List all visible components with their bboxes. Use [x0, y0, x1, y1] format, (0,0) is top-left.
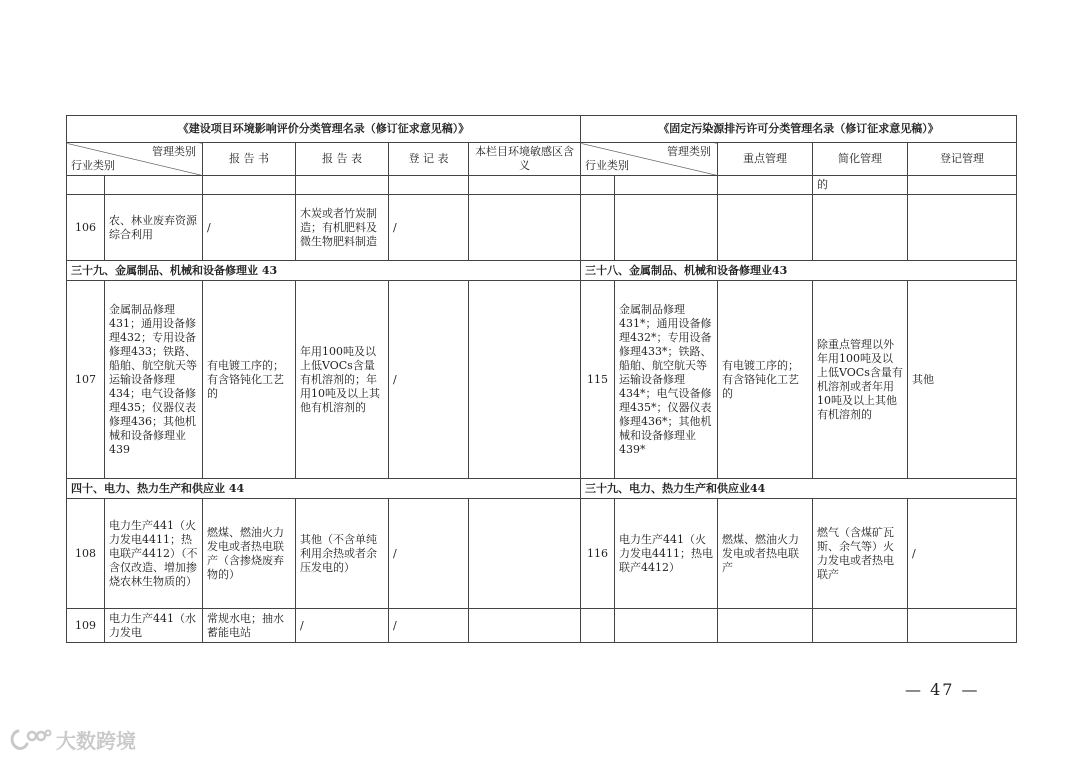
industry-cell: 电力生产441（水力发电: [105, 609, 203, 643]
section-heading-right: 三十九、电力、热力生产和供应业44: [581, 479, 1017, 499]
header-sensitive-area: 本栏目环境敏感区含义: [469, 143, 581, 176]
simplified-management-cell: 除重点管理以外年用100吨及以上低VOCs含量有机溶剂或者年用10吨及以上其他有机溶剂的: [813, 281, 908, 479]
header-key-management: 重点管理: [718, 143, 813, 176]
row-number: 108: [67, 499, 105, 609]
registration-management-cell: /: [908, 499, 1017, 609]
row-number: 115: [581, 281, 615, 479]
watermark-logo-icon: [8, 727, 52, 753]
report-book-cell: 常规水电；抽水蓄能电站: [203, 609, 296, 643]
header-row: [67, 143, 1017, 176]
table-row: [67, 499, 1017, 609]
industry-cell: 农、林业废弃资源综合利用: [105, 195, 203, 261]
watermark-text: 大数跨境: [56, 729, 136, 753]
left-mgmt-category-label: 管理类别: [152, 145, 196, 158]
report-book-cell: /: [203, 195, 296, 261]
registration-management-cell: 其他: [908, 281, 1017, 479]
report-book-cell: 有电镀工序的；有含铬钝化工艺的: [203, 281, 296, 479]
registration-cell: /: [389, 609, 469, 643]
report-form-cell: /: [296, 609, 389, 643]
right-diagonal-header: [581, 143, 718, 176]
row-number: 106: [67, 195, 105, 261]
sensitive-area-cell: [469, 499, 581, 609]
industry-cell: 金属制品修理431*；通用设备修理432*；专用设备修理433*；铁路、船舶、航空航天等运输设备修理434*；电气设备修理435*；仪器仪表修理436*；其他机械和设备修理业439*: [615, 281, 718, 479]
registration-cell: /: [389, 499, 469, 609]
carryover-text: 的: [813, 176, 908, 195]
key-management-cell: 燃煤、燃油火力发电或者热电联产: [718, 499, 813, 609]
report-form-cell: 年用100吨及以上低VOCs含量有机溶剂的；年用10吨及以上其他有机溶剂的: [296, 281, 389, 479]
table-row: [67, 195, 1017, 261]
report-form-cell: 木炭或者竹炭制造；有机肥料及微生物肥料制造: [296, 195, 389, 261]
industry-cell: 电力生产441（火力发电4411；热电联产4412）: [615, 499, 718, 609]
registration-cell: /: [389, 281, 469, 479]
header-registration-management: 登记管理: [908, 143, 1017, 176]
left-diagonal-header: [67, 143, 203, 176]
classification-table: [66, 115, 1017, 643]
sensitive-area-cell: [469, 281, 581, 479]
header-report-book: 报 告 书: [203, 143, 296, 176]
header-registration-form: 登 记 表: [389, 143, 469, 176]
table-row: [67, 176, 1017, 195]
report-form-cell: 其他（不含单纯利用余热或者余压发电的）: [296, 499, 389, 609]
simplified-management-cell: 燃气（含煤矿瓦斯、余气等）火力发电或者热电联产: [813, 499, 908, 609]
watermark: [8, 725, 136, 754]
section-row: [67, 479, 1017, 499]
section-row: [67, 261, 1017, 281]
key-management-cell: 有电镀工序的；有含铬钝化工艺的: [718, 281, 813, 479]
page-number: — 47 —: [905, 680, 980, 699]
industry-cell: 金属制品修理431；通用设备修理432；专用设备修理433；铁路、船舶、航空航天等运输设备修理434；电气设备修理435；仪器仪表修理436；其他机械和设备修理业439: [105, 281, 203, 479]
section-heading-left: 四十、电力、热力生产和供应业 44: [67, 479, 581, 499]
section-heading-right: 三十八、金属制品、机械和设备修理业43: [581, 261, 1017, 281]
industry-cell: 电力生产441（火力发电4411；热电联产4412）（不含仅改造、增加掺烧农林生物质的）: [105, 499, 203, 609]
row-number: 109: [67, 609, 105, 643]
row-number: 107: [67, 281, 105, 479]
title-row: [67, 116, 1017, 143]
header-report-form: 报 告 表: [296, 143, 389, 176]
section-heading-left: 三十九、金属制品、机械和设备修理业 43: [67, 261, 581, 281]
registration-cell: /: [389, 195, 469, 261]
left-table-title: 《建设项目环境影响评价分类管理名录（修订征求意见稿）》: [67, 116, 581, 143]
right-industry-category-label: 行业类别: [585, 159, 630, 172]
left-industry-category-label: 行业类别: [71, 159, 115, 172]
table-row: [67, 609, 1017, 643]
report-book-cell: 燃煤、燃油火力发电或者热电联产（含掺烧废弃物的）: [203, 499, 296, 609]
row-number: 116: [581, 499, 615, 609]
right-table-title: 《固定污染源排污许可分类管理名录（修订征求意见稿）》: [581, 116, 1017, 143]
header-simplified-management: 简化管理: [813, 143, 908, 176]
right-mgmt-category-label: 管理类别: [667, 145, 712, 158]
table-row: [67, 281, 1017, 479]
